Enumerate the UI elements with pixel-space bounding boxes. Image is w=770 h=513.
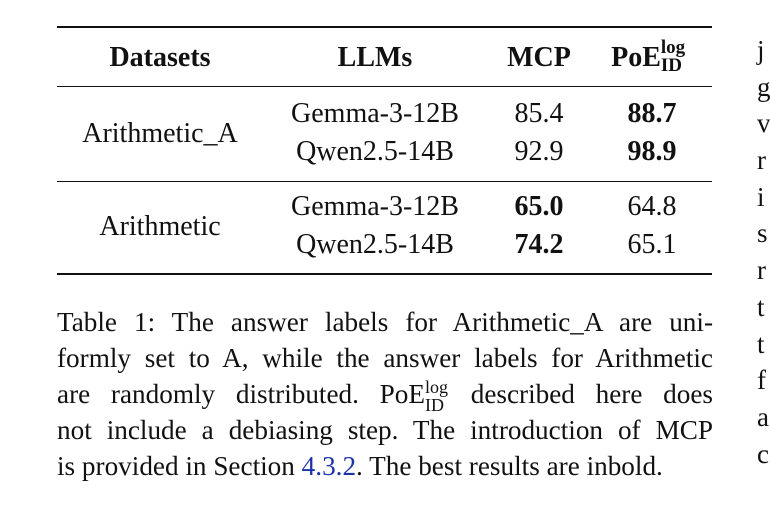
right-column-letter: g xyxy=(757,71,770,102)
mcp-cell: 85.4 xyxy=(514,98,564,129)
right-column-letter: j xyxy=(757,35,765,65)
right-column-letter: c xyxy=(757,438,769,469)
right-column-letter: a xyxy=(757,401,769,432)
table-caption xyxy=(57,304,713,484)
right-column-letter: t xyxy=(757,291,765,322)
poe-cell-best: 88.7 xyxy=(627,98,677,129)
mcp-cell-best: 74.2 xyxy=(514,229,564,260)
header-mcp: MCP xyxy=(507,42,571,73)
dataset-cell: Arithmetic_A xyxy=(82,118,238,149)
table-bottom-rule xyxy=(57,273,712,275)
table-top-rule xyxy=(57,26,712,28)
caption-line: not include a debiasing step. The introduction of MCP xyxy=(57,415,713,445)
dataset-cell: Arithmetic xyxy=(99,211,221,242)
table-group-rule xyxy=(57,181,712,182)
right-column-letter: f xyxy=(757,365,766,396)
caption-line: are randomly distributed. PoE log ID described here does xyxy=(57,376,713,412)
caption-line: is provided in Section 4.3.2. The best results are inbold. xyxy=(57,451,663,481)
caption-line: Table 1: The answer labels for Arithmetic_A are uni- xyxy=(57,307,713,337)
poe-cell: 65.1 xyxy=(627,229,677,260)
right-column-letter: i xyxy=(757,181,765,212)
llm-cell: Qwen2.5-14B xyxy=(296,136,454,167)
caption-line: formly set to A, while the answer labels for Arithmetic xyxy=(57,343,713,373)
header-poe-sup: log xyxy=(660,37,686,58)
poe-cell-best: 98.9 xyxy=(627,136,677,167)
right-column-letter: v xyxy=(757,108,770,139)
results-table xyxy=(57,0,712,300)
mcp-cell: 92.9 xyxy=(514,136,564,167)
llm-cell: Gemma-3-12B xyxy=(291,191,459,222)
right-column-letter: t xyxy=(757,328,765,359)
right-column-letter: r xyxy=(757,255,766,286)
header-datasets: Datasets xyxy=(109,42,211,73)
caption-poe-sub: ID xyxy=(425,395,444,415)
right-column-text xyxy=(757,32,770,472)
right-column-letter: s xyxy=(757,218,768,249)
right-column-letter: r xyxy=(757,145,766,176)
caption-poe-sup: log xyxy=(425,377,449,397)
section-ref-link[interactable]: 4.3.2 xyxy=(301,451,357,481)
mcp-cell-best: 65.0 xyxy=(514,191,564,222)
table-header-rule xyxy=(57,86,712,87)
header-poe xyxy=(611,37,689,76)
poe-cell: 64.8 xyxy=(627,191,677,222)
llm-cell: Qwen2.5-14B xyxy=(296,229,454,260)
llm-cell: Gemma-3-12B xyxy=(291,98,459,129)
header-poe-main: PoE xyxy=(611,42,661,73)
header-poe-sub: ID xyxy=(660,55,683,76)
header-llms: LLMs xyxy=(337,42,413,73)
